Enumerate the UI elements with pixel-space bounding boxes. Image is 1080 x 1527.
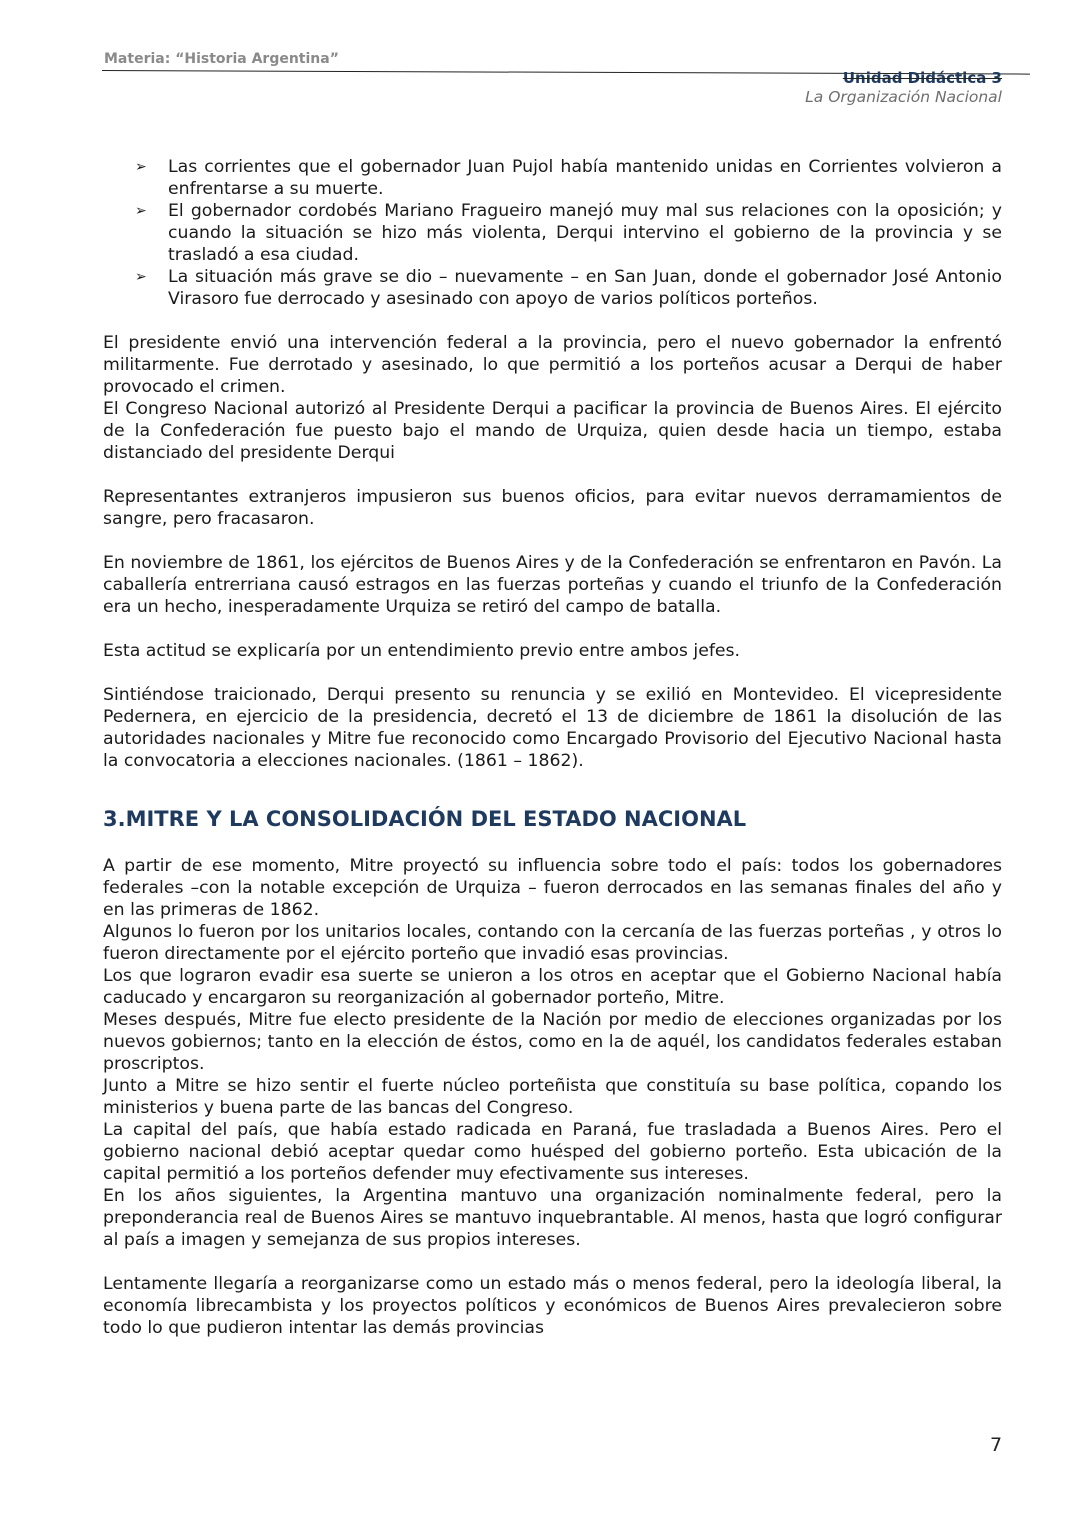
paragraph: El presidente envió una intervención federal a la provincia, pero el nuevo gobernador la enfrentó militarmente. Fue derrotado y asesinado, lo que permitió a los porteños acusar a Derqui de haber provocado el crimen.	[103, 333, 1002, 397]
paragraph: Sintiéndose traicionado, Derqui presento su renuncia y se exilió en Montevideo. El vicepresidente Pedernera, en ejercicio de la presidencia, decretó el 13 de diciembre de 1861 la disolución de las autoridades nacionales y Mitre fue reconocido como Encargado Provisorio del Ejecutivo Nacional hasta la convocatoria a elecciones nacionales. (1861 – 1862).	[103, 685, 1002, 771]
subject-label: Materia: “Historia Argentina”	[104, 51, 339, 67]
arrow-bullet-icon: ➢	[135, 203, 147, 219]
paragraph: Representantes extranjeros impusieron sus buenos oficios, para evitar nuevos derramamientos de sangre, pero fracasaron.	[103, 487, 1002, 529]
list-item	[103, 266, 1002, 310]
paragraph: El Congreso Nacional autorizó al Presidente Derqui a pacificar la provincia de Buenos Aires. El ejército de la Confederación fue puesto bajo el mando de Urquiza, quien desde hacia un tiempo, estaba distanciado del presidente Derqui	[103, 399, 1002, 463]
paragraph: Los que lograron evadir esa suerte se unieron a los otros en aceptar que el Gobierno Nacional había caducado y encargaron su reorganización al gobernador porteño, Mitre.	[103, 966, 1002, 1008]
paragraph: Algunos lo fueron por los unitarios locales, contando con la cercanía de las fuerzas porteñas , y otros lo fueron directamente por el ejército porteño que invadió esas provincias.	[103, 922, 1002, 964]
paragraph: En noviembre de 1861, los ejércitos de Buenos Aires y de la Confederación se enfrentaron en Pavón. La caballería entrerriana causó estragos en las fuerzas porteñas y cuando el triunfo de la Confederación era un hecho, inesperadamente Urquiza se retiró del campo de batalla.	[103, 553, 1002, 617]
list-item-text: El gobernador cordobés Mariano Fragueiro manejó muy mal sus relaciones con la oposición; y cuando la situación se hizo más violenta, Derqui intervino el gobierno de la provincia y se trasladó a esa ciudad.	[168, 201, 1002, 265]
list-item-text: Las corrientes que el gobernador Juan Pujol había mantenido unidas en Corrientes volvieron a enfrentarse a su muerte.	[168, 157, 1002, 199]
arrow-bullet-icon: ➢	[135, 159, 147, 175]
list-item	[103, 200, 1002, 266]
paragraph: Meses después, Mitre fue electo presidente de la Nación por medio de elecciones organizadas por los nuevos gobiernos; tanto en la elección de éstos, como en la de aquél, los candidatos federales estaban proscriptos.	[103, 1010, 1002, 1074]
paragraph: A partir de ese momento, Mitre proyectó su influencia sobre todo el país: todos los gobernadores federales –con la notable excepción de Urquiza – fueron derrocados en las semanas finales del año y en las primeras de 1862.	[103, 856, 1002, 920]
paragraph: Junto a Mitre se hizo sentir el fuerte núcleo porteñista que constituía su base política, copando los ministerios y buena parte de las bancas del Congreso.	[103, 1076, 1002, 1118]
arrow-bullet-icon: ➢	[135, 269, 147, 285]
list-item-text: La situación más grave se dio – nuevamente – en San Juan, donde el gobernador José Antonio Virasoro fue derrocado y asesinado con apoyo de varios políticos porteños.	[168, 267, 1002, 309]
section-heading: 3.MITRE Y LA CONSOLIDACIÓN DEL ESTADO NACIONAL	[103, 807, 747, 831]
list-item	[103, 156, 1002, 200]
bullet-list	[103, 156, 1002, 310]
paragraph: Esta actitud se explicaría por un entendimiento previo entre ambos jefes.	[103, 641, 741, 661]
unit-label: Unidad Didáctica 3	[842, 69, 1002, 87]
unit-subtitle: La Organización Nacional	[805, 88, 1002, 106]
paragraph: La capital del país, que había estado radicada en Paraná, fue trasladada a Buenos Aires. Pero el gobierno nacional debió aceptar quedar como huésped del gobierno porteño. Esta ubicación de la capital permitió a los porteños defender muy efectivamente sus intereses.	[103, 1120, 1002, 1184]
paragraph: En los años siguientes, la Argentina mantuvo una organización nominalmente federal, pero la preponderancia real de Buenos Aires se mantuvo inquebrantable. Al menos, hasta que logró configurar al país a imagen y semejanza de sus propios intereses.	[103, 1186, 1002, 1250]
page-content	[103, 156, 1002, 1339]
page-number: 7	[990, 1434, 1003, 1456]
paragraph: Lentamente llegaría a reorganizarse como un estado más o menos federal, pero la ideología liberal, la economía librecambista y los proyectos políticos y económicos de Buenos Aires prevalecieron sobre todo lo que pudieron intentar las demás provincias	[103, 1274, 1002, 1338]
